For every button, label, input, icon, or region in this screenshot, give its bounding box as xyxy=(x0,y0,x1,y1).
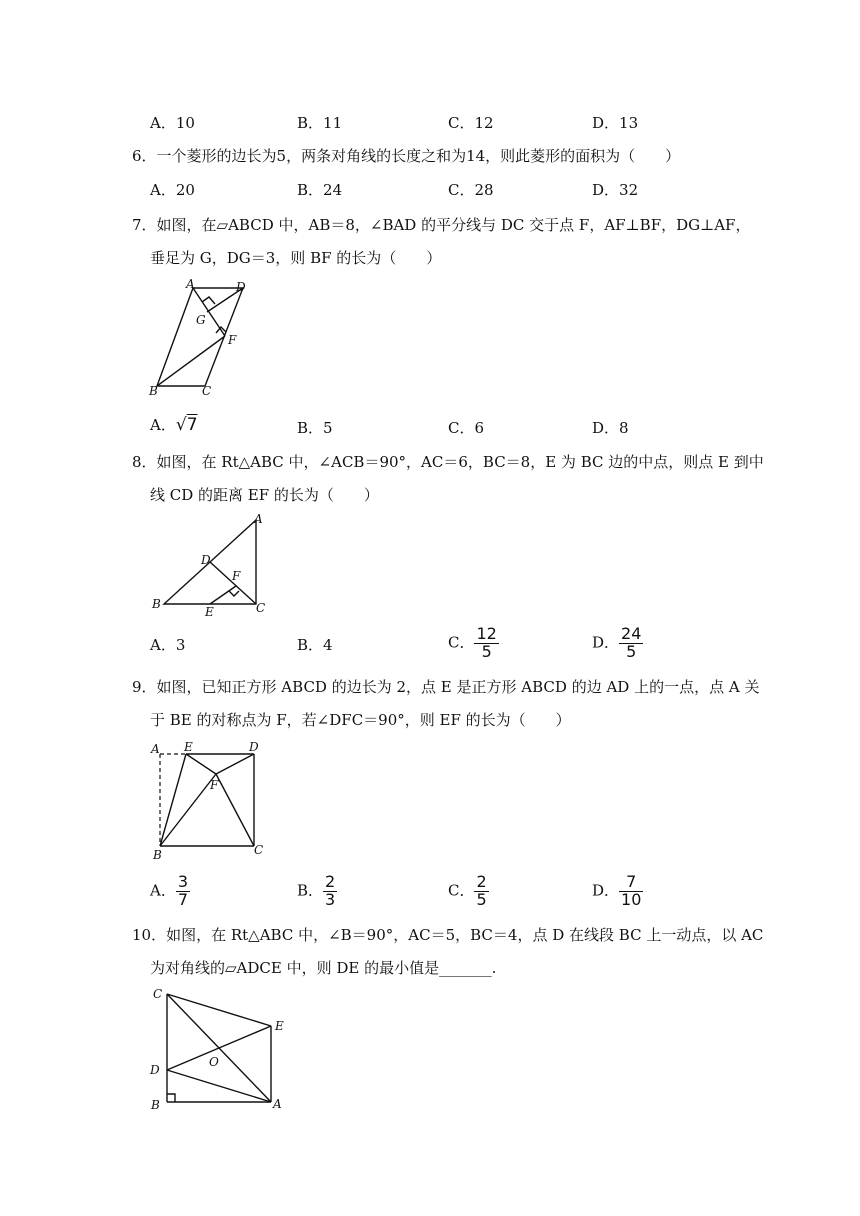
q10-label-a: A xyxy=(273,1097,282,1111)
q8-label-c: C xyxy=(256,601,266,615)
q9-figure xyxy=(148,740,273,862)
q9-label-c: C xyxy=(254,843,264,857)
q7-label-g: G xyxy=(196,313,206,327)
q8-option-c: C． $\frac{12}{5}$ xyxy=(448,624,497,661)
q7-text-line1: 7．如图，在▱ABCD 中，AB＝8，∠BAD 的平分线与 DC 交于点 F，AF⊥BF，DG⊥AF， xyxy=(132,216,751,234)
q7-figure xyxy=(145,278,255,400)
q6-option-c: C．28 xyxy=(448,181,494,199)
q8-label-d: D xyxy=(201,553,211,567)
q8-label-a: A xyxy=(254,512,263,526)
q7-option-d: D．8 xyxy=(592,419,629,437)
q9-label-e: E xyxy=(184,740,193,754)
q10-label-c: C xyxy=(153,987,163,1001)
q7-option-c: C．6 xyxy=(448,419,485,437)
q8-label-f: F xyxy=(232,569,241,583)
q8-figure xyxy=(148,512,278,620)
q10-figure xyxy=(145,984,295,1114)
q8-option-d: D． $\frac{24}{5}$ xyxy=(592,624,642,661)
q5-option-b: B．11 xyxy=(297,114,343,132)
q8-option-a: A．3 xyxy=(150,636,186,654)
q9-option-d: D． $\frac{7}{10}$ xyxy=(592,872,642,909)
q7-option-b: B．5 xyxy=(297,419,333,437)
q5-option-c: C．12 xyxy=(448,114,494,132)
q6-text: 6．一个菱形的边长为5，两条对角线的长度之和为14，则此菱形的面积为（ ） xyxy=(132,147,681,165)
q9-option-b: B． $\frac{2}{3}$ xyxy=(297,872,336,909)
q9-text-line2: 于 BE 的对称点为 F，若∠DFC＝90°，则 EF 的长为（ ） xyxy=(150,711,571,729)
q9-text-line1: 9．如图，已知正方形 ABCD 的边长为 2，点 E 是正方形 ABCD 的边 AD 上的一点，点 A 关 xyxy=(132,678,760,696)
q7-label-c: C xyxy=(202,384,212,398)
q10-label-e: E xyxy=(275,1019,284,1033)
q8-option-b: B．4 xyxy=(297,636,333,654)
q7-option-a: A．√7 xyxy=(150,415,198,435)
q10-label-b: B xyxy=(151,1098,160,1112)
q10-label-o: O xyxy=(209,1055,219,1069)
q7-label-f: F xyxy=(228,333,237,347)
q6-option-a: A．20 xyxy=(150,181,195,199)
q7-label-b: B xyxy=(149,384,158,398)
q9-label-a: A xyxy=(151,742,160,756)
q7-label-a: A xyxy=(186,278,195,291)
q10-text-line2: 为对角线的▱ADCE 中，则 DE 的最小值是_______. xyxy=(150,959,497,977)
q5-option-d: D．13 xyxy=(592,114,639,132)
q9-option-a: A． $\frac{3}{7}$ xyxy=(150,872,189,909)
q8-text-line2: 线 CD 的距离 EF 的长为（ ） xyxy=(150,486,379,504)
q8-label-b: B xyxy=(152,597,161,611)
q10-label-d: D xyxy=(150,1063,160,1077)
q9-label-f: F xyxy=(210,778,219,792)
q5-option-a: A．10 xyxy=(150,114,195,132)
q6-option-d: D．32 xyxy=(592,181,639,199)
q9-label-b: B xyxy=(153,848,162,862)
q8-label-e: E xyxy=(205,605,214,619)
q6-option-b: B．24 xyxy=(297,181,343,199)
q9-label-d: D xyxy=(249,740,259,754)
q10-text-line1: 10．如图，在 Rt△ABC 中，∠B＝90°，AC＝5，BC＝4，点 D 在线段 BC 上一动点，以 AC xyxy=(132,926,764,944)
q8-text-line1: 8．如图，在 Rt△ABC 中，∠ACB＝90°，AC＝6，BC＝8，E 为 BC 边的中点，则点 E 到中 xyxy=(132,453,764,471)
q9-option-c: C． $\frac{2}{5}$ xyxy=(448,872,487,909)
q7-label-d: D xyxy=(236,280,246,294)
q7-text-line2: 垂足为 G，DG＝3，则 BF 的长为（ ） xyxy=(150,249,442,267)
